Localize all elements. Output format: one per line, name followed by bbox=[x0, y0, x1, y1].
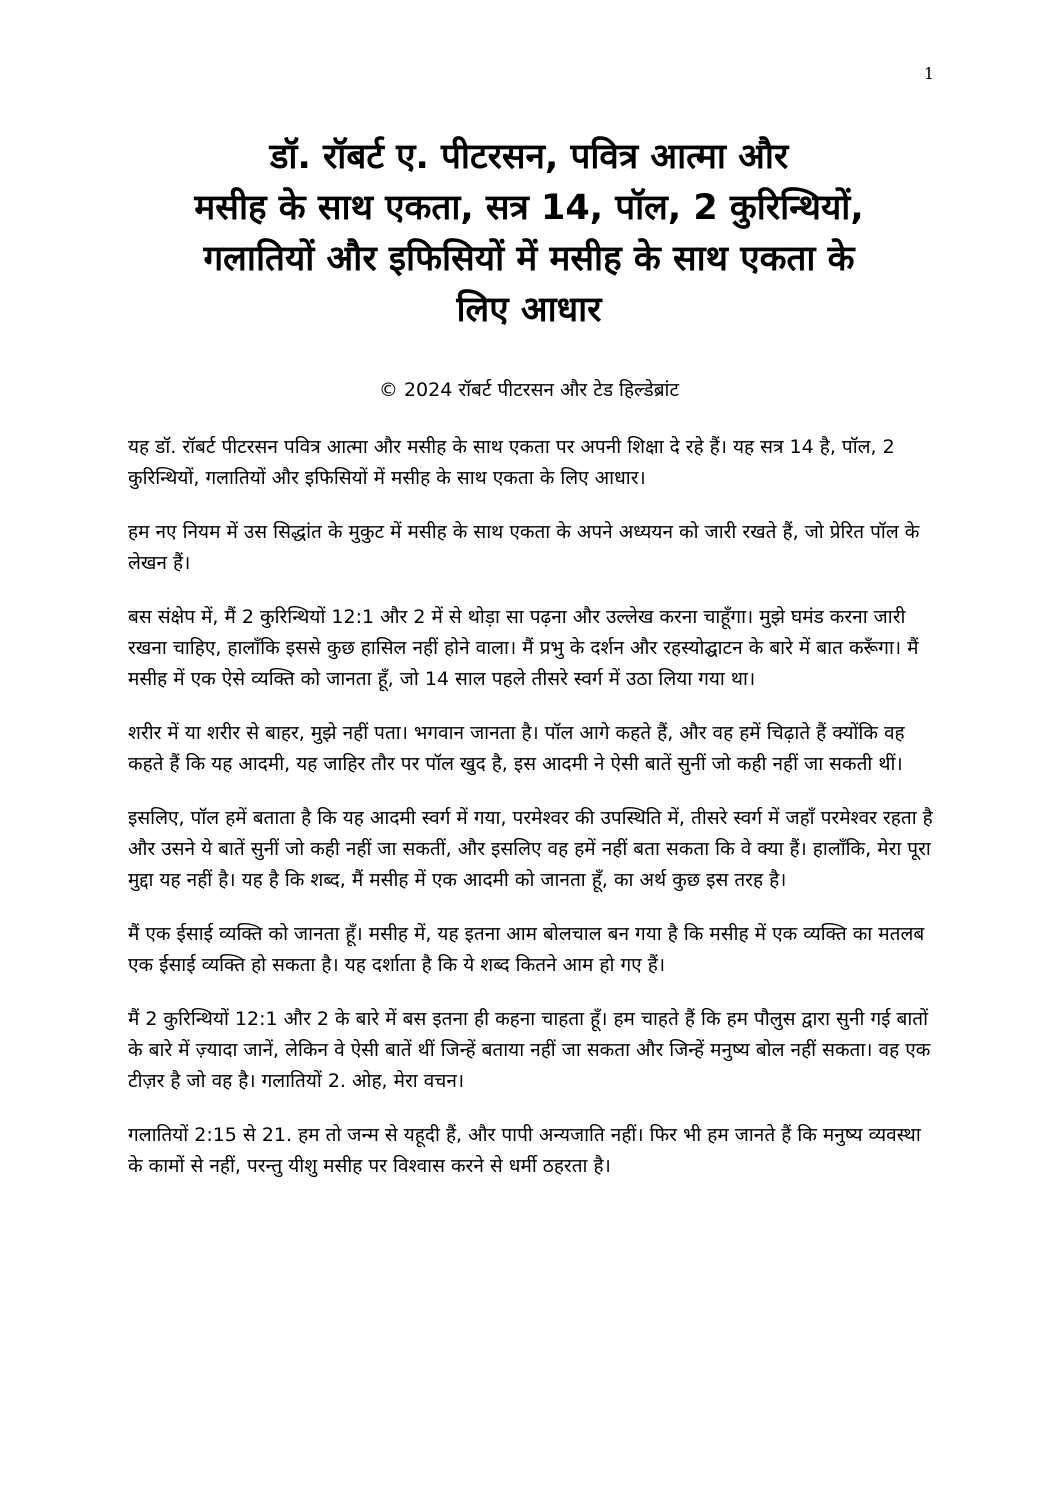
document-title bbox=[128, 132, 930, 336]
paragraph: मैं एक ईसाई व्यक्ति को जानता हूँ। मसीह में, यह इतना आम बोलचाल बन गया है कि मसीह में एक व्यक्ति का मतलब एक ईसाई व्यक्ति हो सकता है। यह दर्शाता है कि ये शब्द कितने आम हो गए हैं। bbox=[128, 923, 925, 976]
document-body bbox=[128, 432, 934, 1205]
title-line: गलातियों और इफिसियों में मसीह के साथ एकता के bbox=[203, 239, 855, 279]
title-line: डॉ. रॉबर्ट ए. पीटरसन, पवित्र आत्मा और bbox=[269, 137, 789, 177]
paragraph: इसलिए, पॉल हमें बताता है कि यह आदमी स्वर्ग में गया, परमेश्वर की उपस्थिति में, तीसरे स्वर्ग में जहाँ परमेश्वर रहता है और उसने ये बातें सुनीं जो कही नहीं जा सकतीं, और इसलिए वह हमें नहीं बता सकता कि वे क्या हैं। हालाँकि, मेरा पूरा मुद्दा यह नहीं है। यह है कि शब्द, मैं मसीह में एक आदमी को जानता हूँ, का अर्थ कुछ इस तरह है। bbox=[128, 807, 933, 891]
page-number: 1 bbox=[923, 64, 934, 83]
copyright-notice: © 2024 रॉबर्ट पीटरसन और टेड हिल्डेब्रांट bbox=[378, 379, 680, 401]
title-line: लिए आधार bbox=[456, 290, 602, 330]
paragraph: बस संक्षेप में, मैं 2 कुरिन्थियों 12:1 और 2 में से थोड़ा सा पढ़ना और उल्लेख करना चाहूँगा। मुझे घमंड करना जारी रखना चाहिए, हालाँकि इससे कुछ हासिल नहीं होने वाला। मैं प्रभु के दर्शन और रहस्योद्घाटन के बारे में बात करूँगा। मैं मसीह में एक ऐसे व्यक्ति को जानता हूँ, जो 14 साल पहले तीसरे स्वर्ग में उठा लिया गया था। bbox=[128, 606, 919, 690]
paragraph: मैं 2 कुरिन्थियों 12:1 और 2 के बारे में बस इतना ही कहना चाहता हूँ। हम चाहते हैं कि हम पौलुस द्वारा सुनी गई बातों के बारे में ज़्यादा जानें, लेकिन वे ऐसी बातें थीं जिन्हें बताया नहीं जा सकता और जिन्हें मनुष्य बोल नहीं सकता। वह एक टीज़र है जो वह है। गलातियों 2. ओह, मेरा वचन। bbox=[128, 1008, 931, 1092]
title-line: मसीह के साथ एकता, सत्र 14, पॉल, 2 कुरिन्थियों, bbox=[194, 188, 864, 228]
paragraph: यह डॉ. रॉबर्ट पीटरसन पवित्र आत्मा और मसीह के साथ एकता पर अपनी शिक्षा दे रहे हैं। यह सत्र 14 है, पॉल, 2 कुरिन्थियों, गलातियों और इफिसियों में मसीह के साथ एकता के लिए आधार। bbox=[128, 436, 895, 489]
paragraph: हम नए नियम में उस सिद्धांत के मुकुट में मसीह के साथ एकता के अपने अध्ययन को जारी रखते हैं, जो प्रेरित पॉल के लेखन हैं। bbox=[128, 521, 920, 574]
paragraph: शरीर में या शरीर से बाहर, मुझे नहीं पता। भगवान जानता है। पॉल आगे कहते हैं, और वह हमें चिढ़ाते हैं क्योंकि वह कहते हैं कि यह आदमी, यह जाहिर तौर पर पॉल खुद है, इस आदमी ने ऐसी बातें सुनीं जो कही नहीं जा सकती थीं। bbox=[128, 722, 905, 775]
paragraph: गलातियों 2:15 से 21. हम तो जन्म से यहूदी हैं, और पापी अन्यजाति नहीं। फिर भी हम जानते हैं कि मनुष्य व्यवस्था के कामों से नहीं, परन्तु यीशु मसीह पर विश्वास करने से धर्मी ठहरता है। bbox=[128, 1124, 921, 1177]
